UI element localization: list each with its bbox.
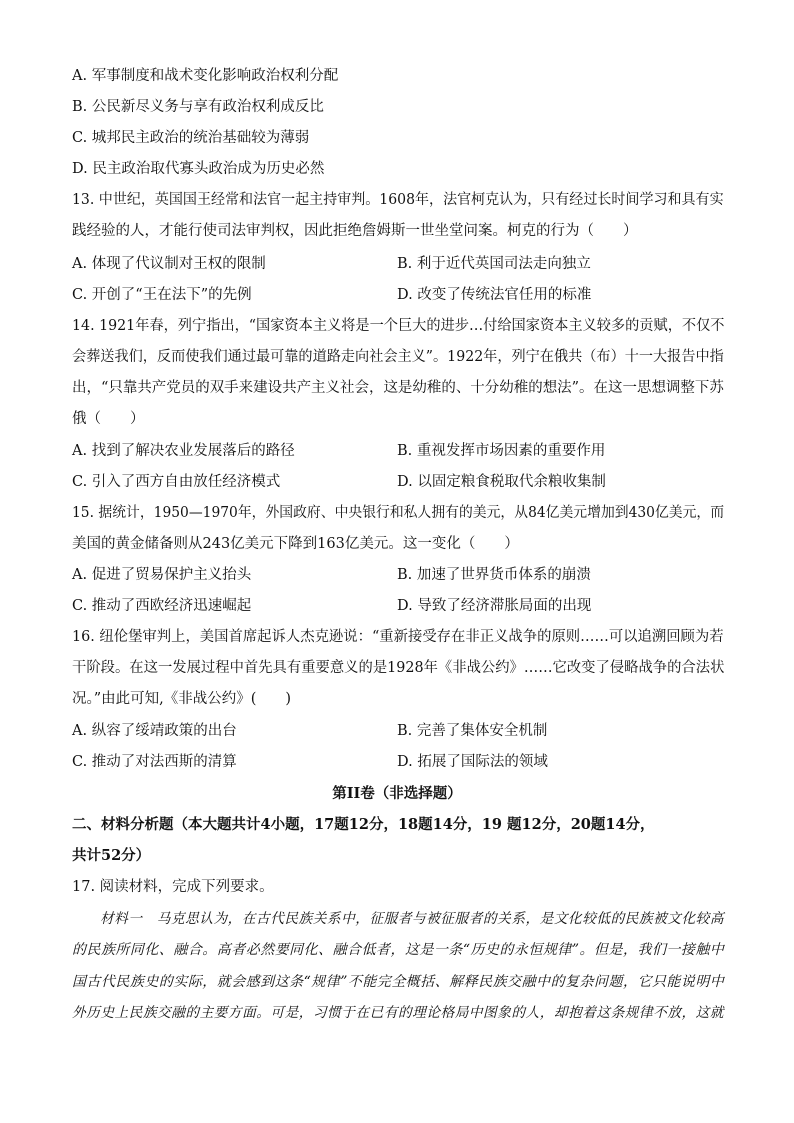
q16-stem-line-3: 况。”由此可知,《非战公约》( ) [72,691,292,707]
q14-stem-line-3: 出，“只靠共产党员的双手来建设共产主义社会，这是幼稚的、十分幼稚的想法”。在这一思想调整下苏 [72,380,724,396]
volume-title: 第II卷（非选择题） [332,785,462,802]
q15-stem-line-2: 美国的黄金储备则从243亿美元下降到163亿美元。这一变化（ ） [72,536,519,552]
q16-stem-line-1: 16. 纽伦堡审判上，美国首席起诉人杰克逊说：“重新接受存在非正义战争的原则……可以追溯回顾为若 [72,629,724,645]
q14-stem-line-4: 俄（ ） [72,411,145,427]
q16-stem-line-2: 干阶段。在这一发展过程中首先具有重要意义的是1928年《非战公约》……它改变了侵略战争的合法状 [72,660,725,676]
part-title-line-1: 二、材料分析题（本大题共计4小题，17题12分，18题14分，19 题12分，20题14分， [72,816,655,833]
q14-option-c: C. 引入了西方自由放任经济模式 [72,474,281,490]
q13-option-a: A. 体现了代议制对王权的限制 [72,256,266,272]
q17-material-line-3: 国古代民族史的实际，就会感到这条“规律”不能完全概括、解释民族交融中的复杂问题，它只能说明中 [72,974,725,990]
q17-stem: 17. 阅读材料，完成下列要求。 [72,879,274,895]
q13-option-c: C. 开创了“王在法下”的先例 [72,287,252,303]
q15-option-c: C. 推动了西欧经济迅速崛起 [72,598,252,614]
q14-stem-line-2: 会葬送我们，反而使我们通过最可靠的道路走向社会主义”。1922年，列宁在俄共（布）十一大报告中指 [72,349,724,365]
q12-option-d: D. 民主政治取代寡头政治成为历史必然 [72,161,325,177]
q15-option-b: B. 加速了世界货币体系的崩溃 [397,567,591,583]
q12-option-b: B. 公民新尽义务与享有政治权利成反比 [72,99,324,115]
q15-stem-line-1: 15. 据统计，1950—1970年，外国政府、中央银行和私人拥有的美元，从84亿美元增加到430亿美元，而 [72,505,725,521]
q13-stem-line-1: 13. 中世纪，英国国王经常和法官一起主持审判。1608年，法官柯克认为，只有经过长时间学习和具有实 [72,192,724,208]
q12-option-a: A. 军事制度和战术变化影响政治权利分配 [72,68,339,84]
q14-stem-line-1: 14. 1921年春，列宁指出，“国家资本主义将是一个巨大的进步…付给国家资本主义较多的贡赋，不仅不 [72,318,725,334]
q14-option-d: D. 以固定粮食税取代余粮收集制 [397,474,606,490]
q13-stem-line-2: 践经验的人，才能行使司法审判权，因此拒绝詹姆斯一世坐堂问案。柯克的行为（ ） [72,223,638,239]
q16-option-d: D. 拓展了国际法的领域 [397,754,548,770]
q17-material-line-2: 的民族所同化、融合。高者必然要同化、融合低者，这是一条“历史的永恒规律”。但是，我们一接触中 [72,942,725,958]
q17-material-line-4: 外历史上民族交融的主要方面。可是，习惯于在已有的理论格局中图象的人，却抱着这条规律不放，这就 [72,1005,724,1021]
q14-option-b: B. 重视发挥市场因素的重要作用 [397,443,606,459]
q13-option-d: D. 改变了传统法官任用的标准 [397,287,592,303]
q15-option-d: D. 导致了经济滞胀局面的出现 [397,598,592,614]
q16-option-c: C. 推动了对法西斯的清算 [72,754,237,770]
q17-material-line-1: 材料一 马克思认为，在古代民族关系中，征服者与被征服者的关系，是文化较低的民族被文化较高 [100,911,725,927]
q14-option-a: A. 找到了解决农业发展落后的路径 [72,443,295,459]
q16-option-a: A. 纵容了绥靖政策的出台 [72,723,237,739]
q16-option-b: B. 完善了集体安全机制 [397,723,548,739]
q13-option-b: B. 利于近代英国司法走向独立 [397,256,591,272]
q12-option-c: C. 城邦民主政治的统治基础较为薄弱 [72,130,310,146]
q15-option-a: A. 促进了贸易保护主义抬头 [72,567,252,583]
part-title-line-2: 共计52分） [72,847,151,864]
